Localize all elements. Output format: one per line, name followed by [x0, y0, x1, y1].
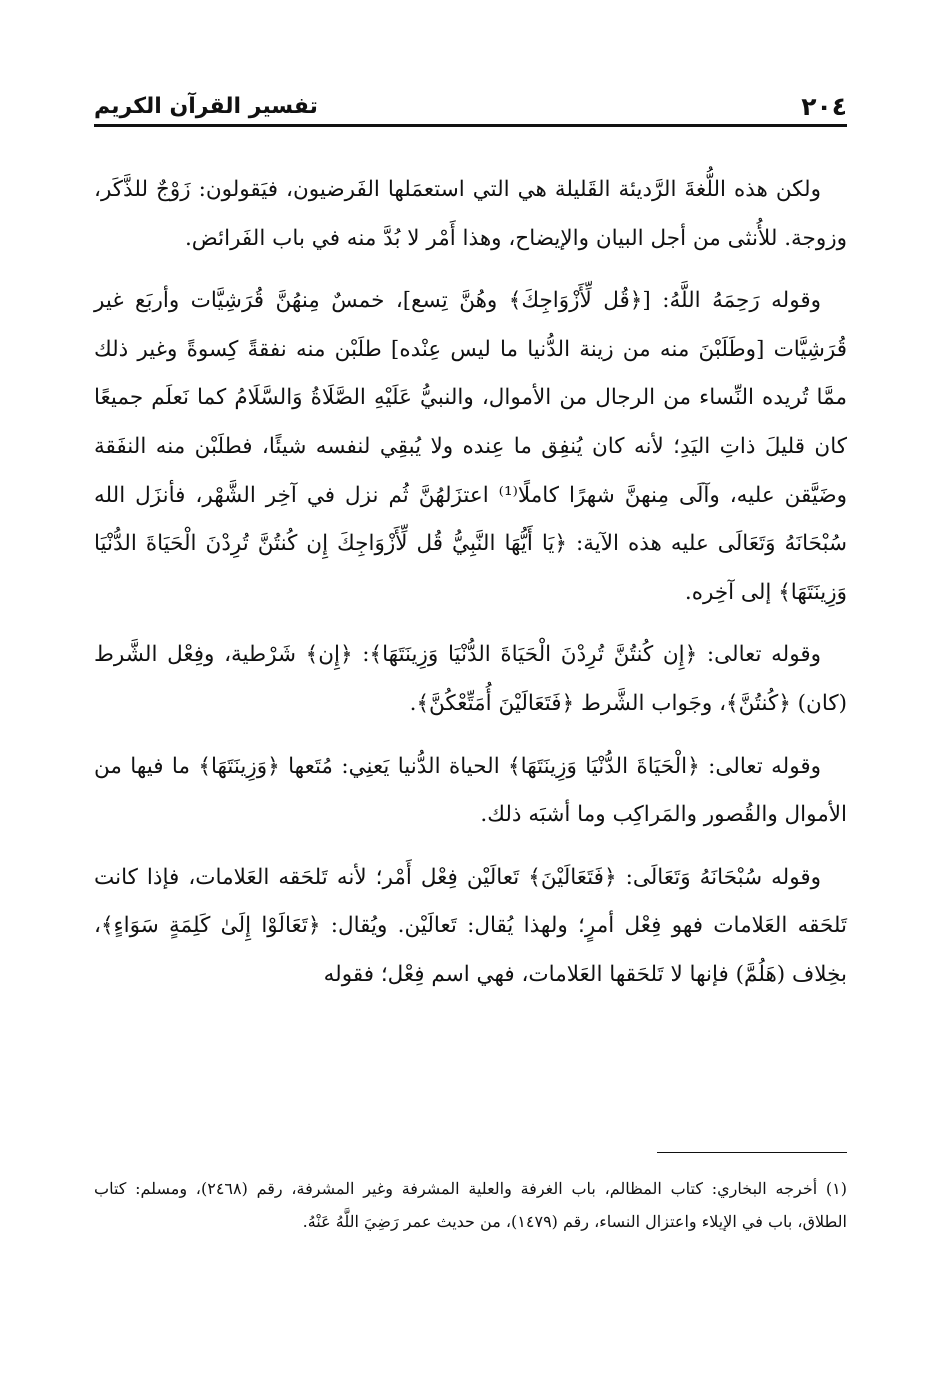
main-text	[94, 166, 847, 1010]
paragraph-3: وقوله تعالى: ﴿إِن كُنتُنَّ تُرِدْنَ الْحَيَاةَ الدُّنْيَا وَزِينَتَهَا﴾: ﴿إِن﴾ شَرْطية، وفِعْل الشَّرط (كان) ﴿كُنتُنَّ﴾، وجَواب الشَّرط ﴿فَتَعَالَيْنَ أُمَتِّعْكُنَّ﴾.	[94, 642, 847, 716]
paragraph-4: وقوله تعالى: ﴿الْحَيَاةَ الدُّنْيَا وَزِينَتَهَا﴾ الحياة الدُّنيا يَعنِي: مُتَعها ﴿وَزِينَتَهَا﴾ ما فيها من الأموال والقُصور والمَراكِب وما أشبَه ذلك.	[94, 753, 847, 828]
header-rule	[94, 124, 847, 127]
paragraph-2: وقوله رَحِمَهُ اللَّهُ: [﴿قُل لِّأَزْوَاجِكَ﴾ وهُنَّ تِسع]، خمسٌ مِنهُنَّ قُرَشِيَّات وأربَع غير قُرَشِيَّات [وطَلَبْنَ منه من زينة الدُّنيا ما ليس عِنْده] طلَبْن منه نفقةً كِسوةً وغير ذلك ممَّا تُريده النِّساء من الرجال من الأموال، والنبيُّ عَلَيْهِ الصَّلَاةُ وَالسَّلَامُ كما نَعلَم جميعًا كان قليلَ ذاتِ اليَدِ؛ لأنه كان يُنفِق ما عِنده ولا يُبقِي لنفسه شيئًا، فطلَبْن منه النفَقة وضَيَّقن عليه، وآلَى مِنهنَّ شهرًا كاملًا⁽¹⁾ اعتزَلهُنَّ ثُم نزل في آخِر الشَّهْر، فأنزَل الله سُبْحَانَهُ وَتَعَالَى عليه هذه الآية: ﴿يَا أَيُّهَا النَّبِيُّ قُل لِّأَزْوَاجِكَ إِن كُنتُنَّ تُرِدْنَ الْحَيَاةَ الدُّنْيَا وَزِينَتَهَا﴾ إلى آخِره.	[94, 288, 848, 605]
paragraph-1: ولكن هذه اللُّغةَ الرَّديئة القَليلة هي التي استعمَلها الفَرضيون، فيَقولون: زَوْجٌ للذَّكَر، وزوجة. للأُنثى من أجل البيان والإيضاح، وهذا أَمْر لا بُدَّ منه في باب الفَرائض.	[94, 177, 847, 251]
footnote-1: (١) أخرجه البخاري: كتاب المظالم، باب الغرفة والعلية المشرفة وغير المشرفة، رقم (٢٤٦٨)، ومسلم: كتاب الطلاق، باب في الإيلاء واعتزال النساء، رقم (١٤٧٩)، من حديث عمر رَضِيَ اللَّهُ عَنْهُ.	[94, 1179, 847, 1231]
book-title: تفسير القرآن الكريم	[94, 94, 318, 119]
running-header	[94, 86, 847, 120]
page-number: ٢٠٤	[801, 92, 847, 121]
footnote-rule	[657, 1152, 847, 1153]
paragraph-5: وقوله سُبْحَانَهُ وَتَعَالَى: ﴿فَتَعَالَيْنَ﴾ تَعالَيْن فِعْل أَمْر؛ لأنه تَلحَقه العَلامات، فإذا كانت تَلحَقه العَلامات فهو فِعْل أمرٍ؛ ولهذا يُقال: تَعالَيْن. ويُقال: ﴿تَعَالَوْا إِلَىٰ كَلِمَةٍ سَوَاءٍ﴾، بخِلاف (هَلُمَّ) فإنها لا تَلحَقها العَلامات، فهي اسم فِعْل؛ فقوله	[94, 864, 847, 987]
footnotes	[94, 1172, 847, 1238]
